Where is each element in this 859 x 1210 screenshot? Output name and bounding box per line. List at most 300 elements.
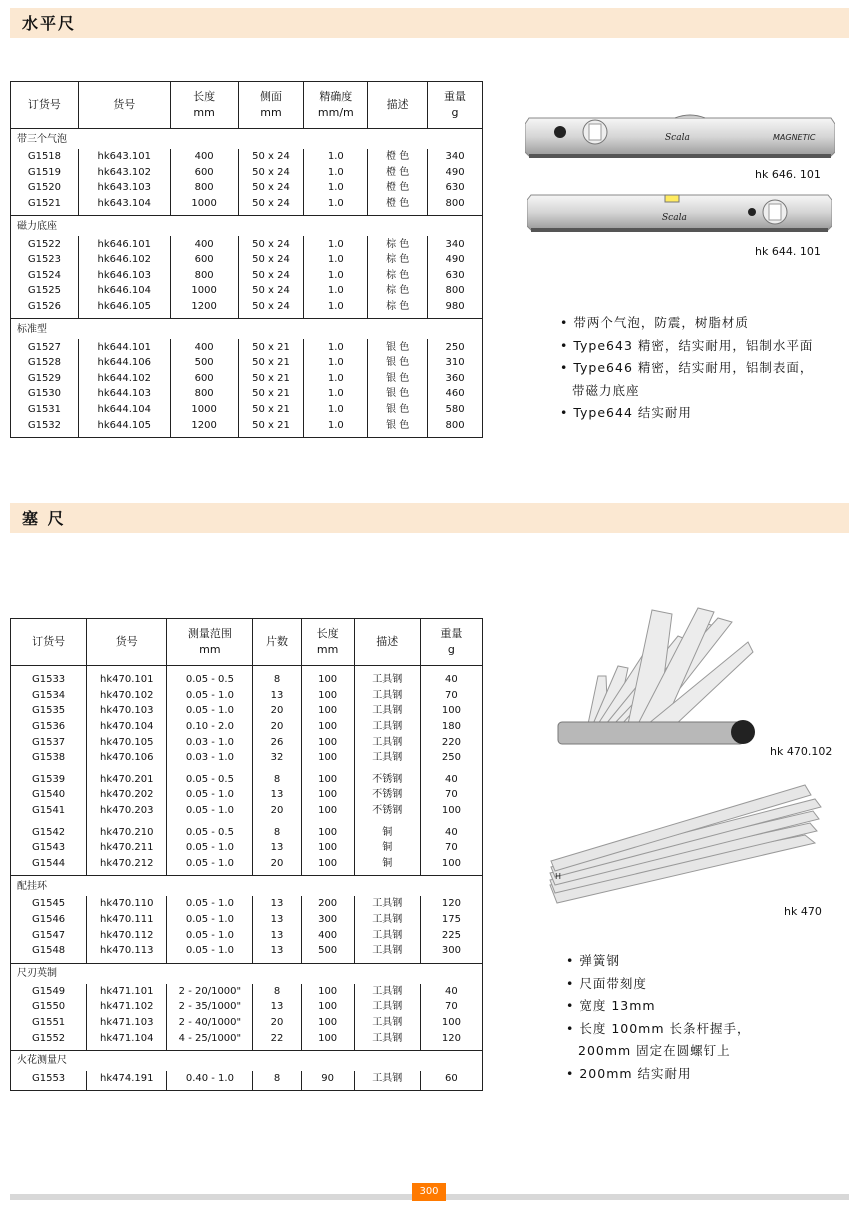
column-header: 长度 mm (301, 619, 354, 666)
table-cell: 460 (428, 386, 483, 402)
group-header-row (11, 963, 483, 984)
table-cell: hk643.104 (78, 196, 170, 212)
levels-spec-table (10, 81, 483, 438)
table-cell: 银 色 (368, 417, 428, 433)
table-cell: 250 (420, 750, 482, 766)
table-cell: G1523 (27, 254, 62, 266)
feature-line: 带磁力底座 (572, 382, 640, 398)
table-cell: hk470.112 (87, 927, 167, 943)
table-cell: 100 (301, 719, 354, 735)
table-cell: G1533 (31, 674, 66, 686)
section-title: 塞 尺 (22, 509, 66, 528)
table-cell: hk471.103 (87, 1015, 167, 1031)
table-row (11, 386, 483, 402)
table-cell: G1525 (27, 285, 62, 297)
table-cell: 银 色 (368, 402, 428, 418)
table-cell: hk470.210 (87, 824, 167, 840)
table-cell: 490 (428, 252, 483, 268)
table-cell: 100 (301, 703, 354, 719)
table-cell: 100 (301, 824, 354, 840)
column-header: 订货号 (11, 619, 87, 666)
table-cell: 铜 (354, 824, 420, 840)
table-row (11, 984, 483, 1000)
spacer-cell (253, 1086, 301, 1091)
table-cell: 工具钢 (354, 999, 420, 1015)
table-row (11, 803, 483, 819)
table-cell: 20 (253, 856, 301, 872)
table-cell: 棕 色 (368, 283, 428, 299)
table-cell: G1530 (27, 388, 62, 400)
table-row (11, 196, 483, 212)
spacer-cell (87, 1086, 167, 1091)
svg-text:H: H (555, 872, 562, 881)
column-header: 货号 (78, 82, 170, 129)
table-cell: 0.05 - 1.0 (167, 803, 253, 819)
row-spacer (11, 433, 483, 438)
table-cell: 8 (253, 1071, 301, 1087)
table-cell: 100 (301, 999, 354, 1015)
table-cell: 0.05 - 1.0 (167, 787, 253, 803)
spacer-cell (428, 433, 483, 438)
table-cell: G1536 (31, 721, 66, 733)
table-cell: 100 (301, 772, 354, 788)
table-cell: 100 (301, 803, 354, 819)
column-header: 侧面 mm (238, 82, 304, 129)
table-cell: 340 (428, 236, 483, 252)
table-cell: hk470.203 (87, 803, 167, 819)
table-cell: 0.05 - 1.0 (167, 703, 253, 719)
table-cell: 20 (253, 803, 301, 819)
row-spacer (11, 1086, 483, 1091)
table-cell: 0.05 - 0.5 (167, 772, 253, 788)
group-header-row (11, 129, 483, 150)
spacer-cell (354, 1086, 420, 1091)
table-cell: hk470.102 (87, 688, 167, 704)
feeler-gauge-spec-table (10, 618, 483, 1091)
table-row (11, 252, 483, 268)
table-cell: 40 (420, 824, 482, 840)
feature-line: • Type646 精密，结实耐用，铝制表面， (560, 360, 814, 375)
table-cell: 银 色 (368, 339, 428, 355)
table-row (11, 896, 483, 912)
table-cell: 1.0 (304, 402, 368, 418)
table-cell: 工具钢 (354, 688, 420, 704)
table-cell: 工具钢 (354, 984, 420, 1000)
table-cell: 50 x 21 (238, 402, 304, 418)
column-header: 描述 (354, 619, 420, 666)
table-cell: hk644.103 (78, 386, 170, 402)
table-row (11, 772, 483, 788)
table-cell: 0.05 - 1.0 (167, 943, 253, 959)
table-cell: 100 (301, 984, 354, 1000)
table-cell: G1521 (27, 198, 62, 210)
table-cell: 500 (301, 943, 354, 959)
table-cell: 50 x 21 (238, 371, 304, 387)
table-cell: 70 (420, 840, 482, 856)
table-cell: 13 (253, 840, 301, 856)
table-row (11, 1071, 483, 1087)
table-cell: G1520 (27, 182, 62, 194)
table-cell: 120 (420, 1030, 482, 1046)
levels-features (560, 312, 813, 425)
table-cell: 1.0 (304, 252, 368, 268)
spacer-cell (11, 433, 79, 438)
table-cell: G1535 (31, 705, 66, 717)
table-cell: 50 x 21 (238, 417, 304, 433)
table-cell: 13 (253, 787, 301, 803)
table-cell: 50 x 21 (238, 355, 304, 371)
table-cell: 4 - 25/1000" (167, 1030, 253, 1046)
spacer-cell (78, 433, 170, 438)
table-row (11, 149, 483, 165)
table-cell: 工具钢 (354, 943, 420, 959)
table-cell: 200 (301, 896, 354, 912)
table-row (11, 180, 483, 196)
page-number: 300 (412, 1183, 446, 1201)
table-cell: 600 (170, 165, 238, 181)
section-header-levels (10, 8, 849, 38)
table-cell: G1519 (27, 166, 62, 178)
table-cell: 银 色 (368, 371, 428, 387)
section-title: 水平尺 (22, 14, 77, 33)
spacer-cell (304, 433, 368, 438)
column-header: 精确度 mm/m (304, 82, 368, 129)
table-cell: 26 (253, 734, 301, 750)
table-cell: G1549 (31, 985, 66, 997)
table-cell: G1537 (31, 736, 66, 748)
table-cell: 1.0 (304, 299, 368, 315)
table-cell: 0.05 - 1.0 (167, 912, 253, 928)
table-row (11, 268, 483, 284)
table-cell: 300 (301, 912, 354, 928)
table-cell: G1540 (31, 789, 66, 801)
table-cell: G1522 (27, 238, 62, 250)
table-cell: 50 x 21 (238, 386, 304, 402)
table-cell: 棕 色 (368, 236, 428, 252)
table-cell: 1.0 (304, 371, 368, 387)
table-cell: G1518 (27, 151, 62, 163)
feeler-gauge-hk470-102-image (548, 606, 768, 751)
table-cell: hk644.102 (78, 371, 170, 387)
spacer-cell (238, 433, 304, 438)
table-cell: 橙 色 (368, 180, 428, 196)
table-cell: 1200 (170, 299, 238, 315)
table-cell: 100 (301, 672, 354, 688)
table-cell: 1000 (170, 196, 238, 212)
table-cell: 0.05 - 1.0 (167, 927, 253, 943)
table-cell: 工具钢 (354, 672, 420, 688)
table-cell: G1531 (27, 404, 62, 416)
table-cell: 工具钢 (354, 1030, 420, 1046)
table-cell: hk470.201 (87, 772, 167, 788)
table-cell: 8 (253, 772, 301, 788)
feature-line: • 宽度 13mm (566, 998, 656, 1013)
table-cell: 310 (428, 355, 483, 371)
table-cell: hk470.202 (87, 787, 167, 803)
table-row (11, 688, 483, 704)
table-cell: 0.05 - 1.0 (167, 896, 253, 912)
table-cell: 1.0 (304, 180, 368, 196)
table-cell: 50 x 24 (238, 149, 304, 165)
table-cell: 1.0 (304, 149, 368, 165)
table-cell: hk470.104 (87, 719, 167, 735)
column-header: 重量 g (428, 82, 483, 129)
table-cell: 360 (428, 371, 483, 387)
table-cell: G1545 (31, 898, 66, 910)
table-cell: G1553 (31, 1073, 66, 1085)
table-cell: 1000 (170, 283, 238, 299)
table-cell: G1552 (31, 1032, 66, 1044)
table-cell: 800 (170, 180, 238, 196)
table-cell: 100 (420, 803, 482, 819)
table-cell: 1.0 (304, 268, 368, 284)
table-cell: 500 (170, 355, 238, 371)
table-cell: 40 (420, 772, 482, 788)
table-cell: 0.05 - 1.0 (167, 688, 253, 704)
table-row (11, 719, 483, 735)
table-cell: 1.0 (304, 165, 368, 181)
level-hk644-caption: hk 644. 101 (755, 245, 821, 258)
table-row (11, 999, 483, 1015)
table-cell: 棕 色 (368, 299, 428, 315)
table-cell: G1544 (31, 857, 66, 869)
table-row (11, 355, 483, 371)
table-cell: 20 (253, 719, 301, 735)
table-cell: 70 (420, 688, 482, 704)
column-header: 描述 (368, 82, 428, 129)
spacer-cell (170, 433, 238, 438)
table-cell: 工具钢 (354, 896, 420, 912)
column-header: 测量范围 mm (167, 619, 253, 666)
table-cell: 70 (420, 999, 482, 1015)
table-cell: 300 (420, 943, 482, 959)
table-row (11, 703, 483, 719)
column-header: 长度 mm (170, 82, 238, 129)
table-cell: 100 (420, 703, 482, 719)
table-cell: 0.03 - 1.0 (167, 750, 253, 766)
group-label: 磁力底座 (11, 216, 483, 237)
feature-line: • Type644 结实耐用 (560, 405, 692, 420)
table-cell: 800 (428, 417, 483, 433)
table-cell: 100 (301, 1030, 354, 1046)
table-cell: 800 (170, 268, 238, 284)
spacer-cell (420, 1086, 482, 1091)
table-cell: hk471.102 (87, 999, 167, 1015)
table-cell: hk643.101 (78, 149, 170, 165)
table-cell: hk471.104 (87, 1030, 167, 1046)
table-row (11, 236, 483, 252)
table-row (11, 824, 483, 840)
table-cell: 工具钢 (354, 719, 420, 735)
spacer-cell (11, 1086, 87, 1091)
table-cell: 橙 色 (368, 196, 428, 212)
feature-line: 200mm 固定在圆螺钉上 (578, 1043, 731, 1058)
table-cell: 400 (301, 927, 354, 943)
table-cell: G1547 (31, 929, 66, 941)
table-cell: hk470.106 (87, 750, 167, 766)
table-cell: 8 (253, 984, 301, 1000)
table-cell: 60 (420, 1071, 482, 1087)
table-cell: hk470.105 (87, 734, 167, 750)
table-cell: 棕 色 (368, 252, 428, 268)
table-cell: G1534 (31, 689, 66, 701)
table-cell: G1539 (31, 773, 66, 785)
table-cell: 70 (420, 787, 482, 803)
table-cell: 铜 (354, 840, 420, 856)
table-cell: hk470.101 (87, 672, 167, 688)
table-cell: hk646.103 (78, 268, 170, 284)
column-header: 片数 (253, 619, 301, 666)
feature-line: • 200mm 结实耐用 (566, 1065, 692, 1081)
table-cell: hk644.101 (78, 339, 170, 355)
table-cell: G1527 (27, 341, 62, 353)
group-label: 配挂环 (11, 876, 483, 897)
table-cell: 600 (170, 371, 238, 387)
table-cell: 不锈钢 (354, 772, 420, 788)
table-cell: hk470.211 (87, 840, 167, 856)
table-cell: 2 - 40/1000" (167, 1015, 253, 1031)
table-cell: 630 (428, 180, 483, 196)
table-cell: 180 (420, 719, 482, 735)
table-cell: G1550 (31, 1001, 66, 1013)
table-cell: 400 (170, 236, 238, 252)
table-cell: G1546 (31, 914, 66, 926)
level-hk646-caption: hk 646. 101 (755, 168, 821, 181)
table-cell: hk644.104 (78, 402, 170, 418)
table-cell: hk474.191 (87, 1071, 167, 1087)
table-cell: 580 (428, 402, 483, 418)
table-cell: 0.03 - 1.0 (167, 734, 253, 750)
spacer-cell (301, 1086, 354, 1091)
table-row (11, 371, 483, 387)
table-cell: 银 色 (368, 386, 428, 402)
table-cell: 800 (428, 283, 483, 299)
feature-line: • 弹簧钢 (566, 953, 620, 968)
table-cell: 490 (428, 165, 483, 181)
table-cell: 100 (420, 856, 482, 872)
table-cell: 工具钢 (354, 1015, 420, 1031)
table-cell: 13 (253, 896, 301, 912)
table-cell: 340 (428, 149, 483, 165)
table-cell: 工具钢 (354, 750, 420, 766)
table-cell: 橙 色 (368, 149, 428, 165)
table-cell: 13 (253, 688, 301, 704)
table-row (11, 943, 483, 959)
table-cell: 22 (253, 1030, 301, 1046)
section-header-feeler-gauges (10, 503, 849, 533)
table-cell: hk643.102 (78, 165, 170, 181)
svg-text:MAGNETIC: MAGNETIC (773, 133, 816, 142)
table-cell: G1548 (31, 945, 66, 957)
table-row (11, 402, 483, 418)
table-row (11, 927, 483, 943)
group-label: 尺刃英制 (11, 963, 483, 984)
table-row (11, 672, 483, 688)
table-row (11, 787, 483, 803)
table-cell: 100 (420, 1015, 482, 1031)
table-row (11, 283, 483, 299)
feeler-gauge-hk470-102-caption: hk 470.102 (770, 745, 833, 758)
table-cell: 225 (420, 927, 482, 943)
table-cell: 1200 (170, 417, 238, 433)
table-cell: 50 x 24 (238, 252, 304, 268)
table-cell: 175 (420, 912, 482, 928)
table-row (11, 856, 483, 872)
table-cell: 1.0 (304, 236, 368, 252)
table-cell: 32 (253, 750, 301, 766)
table-cell: 工具钢 (354, 927, 420, 943)
table-cell: G1532 (27, 419, 62, 431)
table-cell: 50 x 24 (238, 180, 304, 196)
table-cell: 100 (301, 688, 354, 704)
group-header-row (11, 216, 483, 237)
table-cell: 100 (301, 856, 354, 872)
table-cell: hk470.111 (87, 912, 167, 928)
table-cell: 铜 (354, 856, 420, 872)
table-cell: 1.0 (304, 417, 368, 433)
table-cell: 800 (170, 386, 238, 402)
table-cell: 1.0 (304, 355, 368, 371)
table-cell: 400 (170, 149, 238, 165)
svg-text:Scala: Scala (665, 133, 690, 143)
feeler-gauge-hk470-image (545, 775, 825, 920)
svg-text:Scala: Scala (662, 213, 687, 223)
level-hk644-image (527, 190, 832, 238)
table-cell: 50 x 24 (238, 196, 304, 212)
table-cell: 13 (253, 943, 301, 959)
table-cell: 工具钢 (354, 734, 420, 750)
table-row (11, 1015, 483, 1031)
table-cell: hk471.101 (87, 984, 167, 1000)
table-cell: 工具钢 (354, 1071, 420, 1087)
table-cell: 250 (428, 339, 483, 355)
table-cell: 100 (301, 840, 354, 856)
group-header-row (11, 876, 483, 897)
table-cell: 100 (301, 734, 354, 750)
table-cell: G1528 (27, 357, 62, 369)
table-cell: G1543 (31, 842, 66, 854)
table-cell: 50 x 24 (238, 236, 304, 252)
table-cell: hk643.103 (78, 180, 170, 196)
feature-line: • Type643 精密，结实耐用，铝制水平面 (560, 337, 814, 353)
table-cell: 220 (420, 734, 482, 750)
table-cell: 50 x 21 (238, 339, 304, 355)
table-cell: 橙 色 (368, 165, 428, 181)
table-cell: 13 (253, 999, 301, 1015)
table-cell: hk470.103 (87, 703, 167, 719)
table-cell: 1000 (170, 402, 238, 418)
table-cell: 40 (420, 984, 482, 1000)
table-cell: 8 (253, 672, 301, 688)
column-header: 重量 g (420, 619, 482, 666)
table-cell: hk646.102 (78, 252, 170, 268)
table-cell: 不锈钢 (354, 803, 420, 819)
table-cell: 0.05 - 0.5 (167, 824, 253, 840)
table-cell: 90 (301, 1071, 354, 1087)
table-row (11, 734, 483, 750)
table-cell: 不锈钢 (354, 787, 420, 803)
level-hk646-image (525, 110, 835, 170)
table-cell: 20 (253, 703, 301, 719)
table-cell: 50 x 24 (238, 165, 304, 181)
table-cell: 0.10 - 2.0 (167, 719, 253, 735)
table-cell: 400 (170, 339, 238, 355)
column-header: 订货号 (11, 82, 79, 129)
table-cell: 2 - 20/1000" (167, 984, 253, 1000)
table-cell: 120 (420, 896, 482, 912)
feature-line: • 长度 100mm 长条杆握手， (566, 1020, 751, 1036)
table-cell: 0.05 - 1.0 (167, 856, 253, 872)
